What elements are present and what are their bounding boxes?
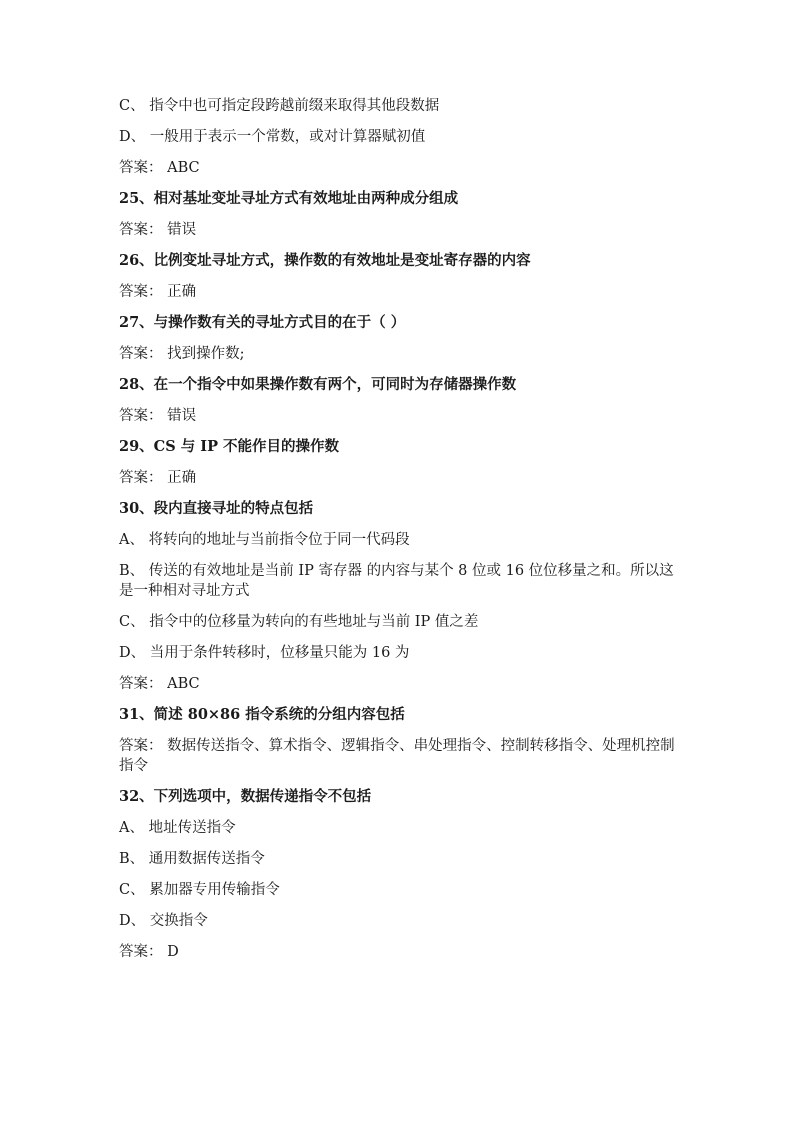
question-32: 32、下列选项中，数据传递指令不包括 bbox=[119, 788, 372, 805]
answer-line: 答案： 数据传送指令、算术指令、逻辑指令、串处理指令、控制转移指令、处理机控制指令 bbox=[119, 738, 675, 774]
option-line: C、 指令中也可指定段跨越前缀来取得其他段数据 bbox=[119, 98, 440, 114]
answer-line: 答案： ABC bbox=[119, 676, 200, 692]
question-25: 25、相对基址变址寻址方式有效地址由两种成分组成 bbox=[119, 190, 459, 207]
answer-line: 答案： 错误 bbox=[119, 222, 197, 238]
option-line: A、 将转向的地址与当前指令位于同一代码段 bbox=[119, 532, 410, 548]
option-line: C、 累加器专用传输指令 bbox=[119, 882, 280, 898]
option-line: D、 交换指令 bbox=[119, 913, 208, 929]
answer-line: 答案： ABC bbox=[119, 160, 200, 176]
question-29: 29、CS 与 IP 不能作目的操作数 bbox=[119, 438, 340, 455]
answer-line: 答案： 错误 bbox=[119, 408, 197, 424]
document-page bbox=[119, 96, 679, 962]
option-line: C、 指令中的位移量为转向的有些地址与当前 IP 值之差 bbox=[119, 614, 479, 630]
question-26: 26、比例变址寻址方式，操作数的有效地址是变址寄存器的内容 bbox=[119, 252, 531, 269]
option-line: B、 通用数据传送指令 bbox=[119, 851, 265, 867]
answer-line: 答案： 正确 bbox=[119, 470, 197, 486]
question-30: 30、段内直接寻址的特点包括 bbox=[119, 500, 314, 517]
answer-line: 答案： D bbox=[119, 944, 179, 960]
answer-line: 答案： 正确 bbox=[119, 284, 197, 300]
option-line: D、 当用于条件转移时，位移量只能为 16 为 bbox=[119, 645, 410, 661]
option-line: D、 一般用于表示一个常数，或对计算器赋初值 bbox=[119, 129, 426, 145]
answer-line: 答案： 找到操作数; bbox=[119, 346, 245, 362]
option-line: A、 地址传送指令 bbox=[119, 820, 236, 836]
option-line: B、 传送的有效地址是当前 IP 寄存器 的内容与某个 8 位或 16 位位移量之和。所以这是一种相对寻址方式 bbox=[119, 563, 674, 599]
question-27: 27、与操作数有关的寻址方式目的在于（ ） bbox=[119, 314, 406, 331]
question-28: 28、在一个指令中如果操作数有两个，可同时为存储器操作数 bbox=[119, 376, 517, 393]
question-31: 31、简述 80×86 指令系统的分组内容包括 bbox=[119, 706, 405, 723]
